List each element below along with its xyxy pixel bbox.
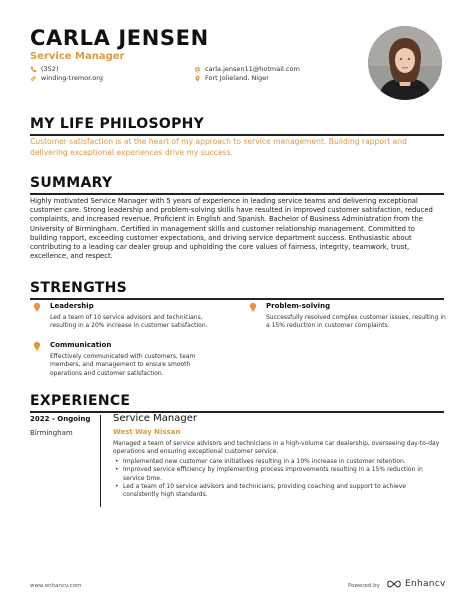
profile-photo [368,26,442,100]
at-icon [194,66,201,73]
website-link[interactable]: winding-tremor.org [41,74,103,82]
location-text: Fort Jolieland, Niger [205,74,269,82]
summary-heading: SUMMARY [30,175,113,191]
job-bullet: • Led a team of 10 service advisors and technicians, providing coaching and support to achieve consistently high standards. [113,483,443,500]
strengths-heading: STRENGTHS [30,280,127,296]
summary-text: Highly motivated Service Manager with 5 years of experience in leading service teams and delivering exceptional customer care. Strong leadership and problem-solving skills have resulted in improved customer satisfaction, reduced complaints, and increased revenue. Proficient in English and Spanish. Bachelor of Business Administration from the University of Birmingham. Certified in management skills and customer relationship management. Committed to building rapport, exceeding customer expectations, and driving service department success. Enthusiastic about contributing to a leading car dealer group and upholding the core values of fairness, integrity, teamwork, trust, excellence, and respect. [30,197,433,261]
timeline-line [100,415,101,507]
job-role: Service Manager [113,413,197,424]
lightbulb-icon [32,302,42,312]
candidate-title: Service Manager [30,51,125,62]
philosophy-heading: MY LIFE PHILOSOPHY [30,116,205,132]
enhancv-logo-icon [386,579,402,589]
lightbulb-icon [248,302,258,312]
job-location: Birmingham [30,429,73,437]
footer-brand-name: Enhancv [405,579,446,589]
footer-site-link[interactable]: www.enhancv.com [30,583,82,589]
experience-divider [30,411,444,413]
strengths-divider [30,298,444,300]
footer-brand-logo[interactable] [386,579,446,589]
link-icon [30,75,37,82]
footer-powered-label: Powered by [348,583,380,589]
email-link[interactable]: carla.jensen11@hotmail.com [205,65,300,73]
summary-divider [30,193,444,195]
job-bullet: • Improved service efficiency by implementing process improvements resulting in a 15% reduction in service time. [113,466,443,483]
experience-heading: EXPERIENCE [30,393,131,409]
job-dates: 2022 - Ongoing [30,415,91,423]
philosophy-text: Customer satisfaction is at the heart of my approach to service management. Building rapport and delivering exceptional experiences drive my success. [30,137,407,157]
job-bullet: • Implemented new customer care initiatives resulting in a 10% increase in customer retention. [113,458,443,466]
lightbulb-icon [32,341,42,351]
strength-description: Effectively communicated with customers, team members, and management to ensure smooth operations and customer satisfaction. [50,353,196,377]
contact-phone [30,65,58,73]
contact-website [30,74,103,82]
contact-location [194,74,269,82]
strength-title: Communication [50,341,112,349]
strength-title: Problem-solving [266,302,331,310]
candidate-name: CARLA JENSEN [30,26,209,50]
strength-description: Led a team of 10 service advisors and technicians, resulting in a 20% increase in customer satisfaction. [50,314,208,330]
phone-icon [30,66,37,73]
philosophy-divider [30,134,444,136]
job-description: Managed a team of service advisors and technicians in a high-volume car dealership, overseeing day-to-day operations and ensuring exceptional customer service. [113,440,440,456]
contact-email [194,65,300,73]
strength-title: Leadership [50,302,94,310]
job-bullets [113,458,443,499]
phone-text[interactable]: (352) [41,65,59,73]
location-pin-icon [194,75,201,82]
strength-description: Successfully resolved complex customer issues, resulting in a 15% reduction in customer complaints. [266,314,446,330]
job-company: West Way Nissan [113,428,181,436]
